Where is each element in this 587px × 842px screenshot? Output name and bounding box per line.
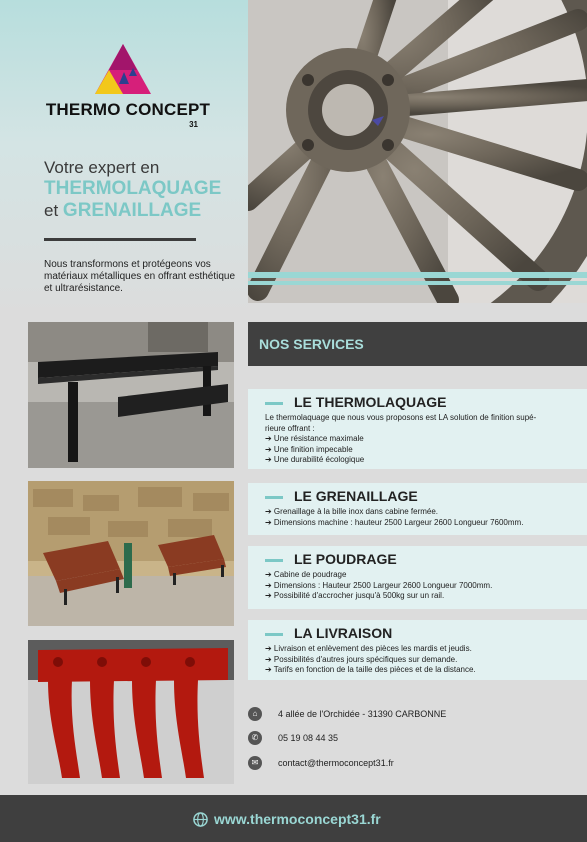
photo-black-benches [28,322,234,468]
logo-triangle-icon [93,42,155,98]
contact-phone[interactable] [248,731,578,747]
branding-panel [0,0,248,320]
website-link[interactable]: www.thermoconcept31.fr [214,811,381,827]
tagline-highlight-1: THERMOLAQUAGE [44,178,222,199]
services-header [248,322,587,366]
footer [0,795,587,842]
phone-text[interactable]: 05 19 08 44 35 [278,733,339,743]
tagline [44,158,244,222]
tagline-line1: Votre expert en [44,158,160,177]
address-text: 4 allée de l'Orchidée - 31390 CARBONNE [278,709,447,719]
hero-stripe [248,281,587,285]
service-poudrage [248,546,587,609]
service-accent [265,633,283,636]
service-title: LE GRENAILLAGE [294,488,418,504]
service-line: rieure offrant : [265,423,315,433]
service-line: ➔ Dimensions machine : hauteur 2500 Largeur 2600 Longueur 7600mm. [265,517,524,527]
service-body [265,644,575,676]
service-grenaillage [248,483,587,535]
photo-red-manifold [28,640,234,784]
service-body [265,507,575,528]
service-line: ➔ Possibilités d'autres jours spécifiques sur demande. [265,654,458,664]
service-line: ➔ Livraison et enlèvement des pièces les mardis et jeudis. [265,644,472,653]
globe-icon [193,812,208,827]
phone-icon: ✆ [248,731,262,745]
service-line: ➔ Une durabilité écologique [265,455,365,464]
logo [38,42,218,132]
service-line: ➔ Possibilité d'accrocher jusqu'à 500kg sur un rail. [265,591,445,600]
brand-sub: 31 [189,120,198,129]
hero-image-wheel [248,0,587,303]
brand-name: THERMO CONCEPT [45,100,211,119]
divider [44,238,196,241]
service-livraison [248,620,587,680]
service-accent [265,496,283,499]
service-title: LA LIVRAISON [294,625,393,641]
service-line: ➔ Tarifs en fonction de la taille des pièces et de la distance. [265,665,476,674]
tagline-highlight-2: GRENAILLAGE [62,200,202,221]
email-link[interactable]: contact@thermoconcept31.fr [278,758,394,768]
service-accent [265,559,283,562]
service-line: ➔ Cabine de poudrage [265,570,347,579]
service-line: ➔ Une résistance maximale [265,434,364,443]
tagline-line3 [44,200,244,222]
intro-text: Nous transformons et protégeons vos matériaux métalliques en offrant esthétique et ultrarésistance. [44,259,236,294]
contact-email[interactable] [248,756,578,772]
hero-stripe [248,272,587,278]
photo-park-benches [28,481,234,626]
service-line: ➔ Une finition impecable [265,444,353,454]
service-body [265,570,575,602]
email-icon: ✉ [248,756,262,770]
home-icon: ⌂ [248,707,262,721]
service-body [265,413,575,466]
service-accent [265,402,283,405]
tagline-line3-prefix: et [44,201,59,220]
service-title: LE POUDRAGE [294,551,397,567]
service-line: ➔ Dimensions : Hauteur 2500 Largeur 2600 Longueur 7000mm. [265,580,493,590]
service-thermolaquage [248,389,587,469]
contact-address [248,707,578,723]
service-line: ➔ Grenaillage à la bille inox dans cabine fermée. [265,507,439,516]
services-title: NOS SERVICES [259,336,364,352]
service-line: Le thermolaquage que nous vous proposons est LA solution de finition supé- [265,413,537,422]
service-title: LE THERMOLAQUAGE [294,394,447,410]
